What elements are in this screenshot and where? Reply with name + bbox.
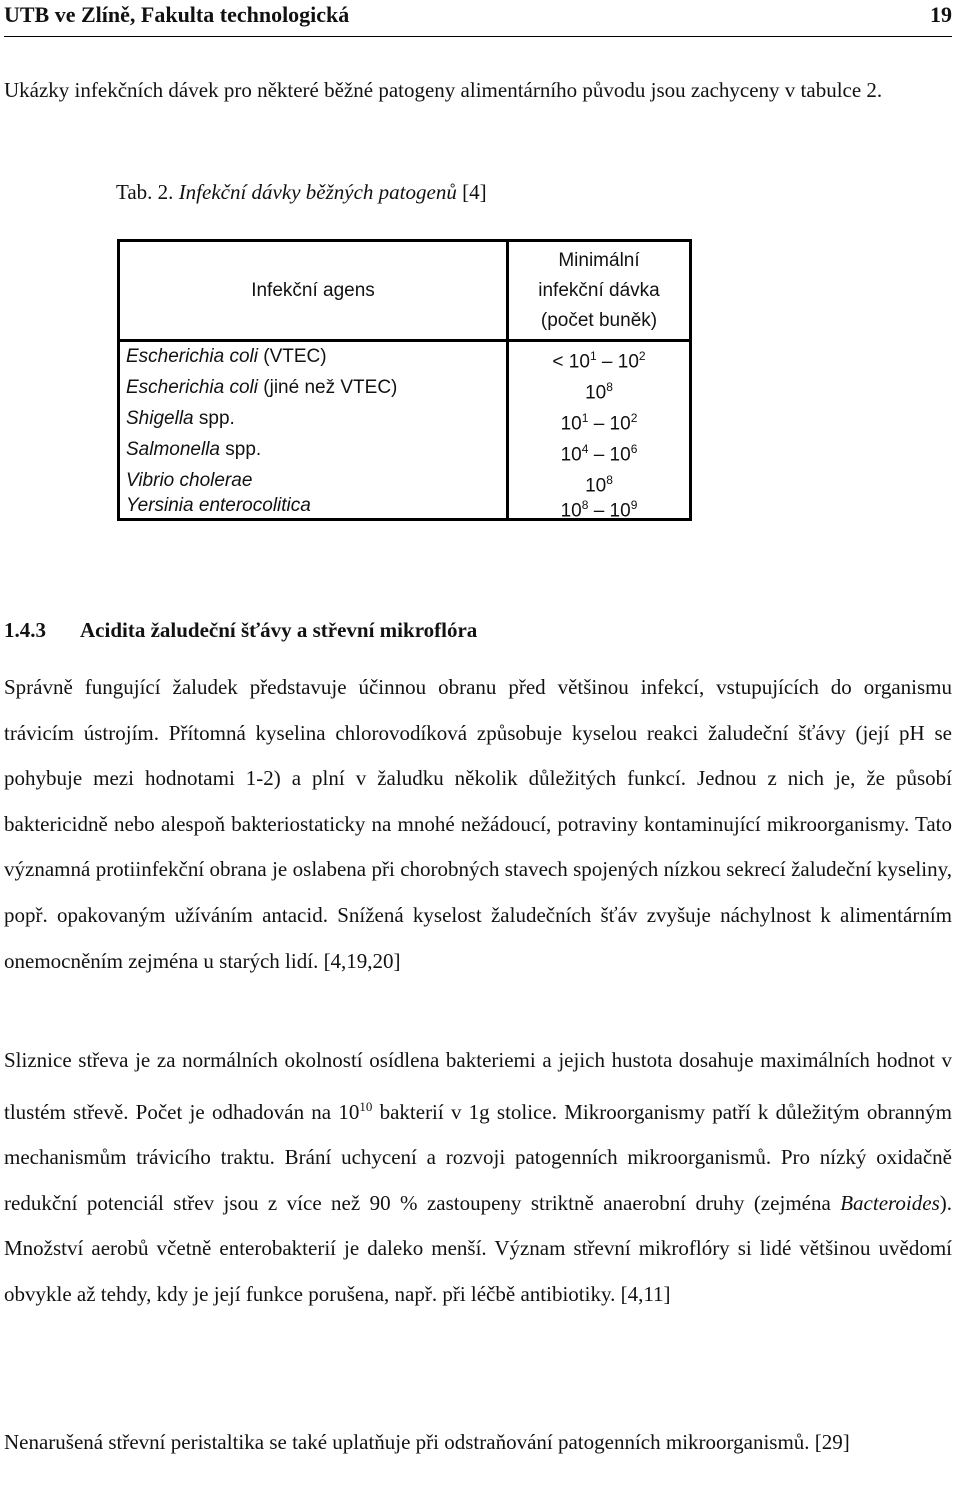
agent-name: Vibrio cholerae — [126, 470, 253, 491]
paragraph-gastric-acidity: Správně fungující žaludek představuje účinnou obranu před většinou infekcí, vstupujících do organismu trávicím ústrojím. Přítomná kyselina chlorovodíková způsobuje kyselou reakci žaludeční šťávy (její pH se pohybuje mezi hodnotami 1-2) a plní v žaludku několik důležitých funkcí. Jednou z nich je, že působí baktericidně nebo alespoň bakteriostaticky na mnohé nežádoucí, potraviny kontaminující mikroorganismy. Tato významná protiinfekční obrana je oslabena při chorobných stavech spojených nízkou sekrecí žaludeční kyseliny, popř. opakovaným užíváním antacid. Snížená kyselost žaludečních šťáv zvyšuje náchylnost k alimentárním onemocněním zejména u starých lidí. [4,19,20] — [4, 675, 952, 973]
dose-base: < 10 — [552, 351, 590, 373]
dose-base: 10 — [560, 444, 582, 466]
table-row — [120, 403, 689, 434]
agent-note: spp. — [225, 439, 262, 460]
section-heading — [4, 612, 477, 648]
agent-cell — [126, 372, 397, 403]
exponent: 10 — [359, 1098, 373, 1114]
dose-exponent: 8 — [606, 473, 613, 487]
header-institution: UTB ve Zlíně, Fakulta technologická — [4, 2, 350, 27]
header-dose — [509, 242, 689, 339]
caption-reference: [4] — [462, 180, 487, 204]
paragraph-intestinal-microflora — [4, 1038, 952, 1318]
dose-range: – 10 — [596, 351, 639, 373]
agent-cell — [126, 403, 235, 434]
dose-base: 10 — [560, 500, 582, 522]
dose-exponent: 8 — [606, 380, 613, 394]
dose-base: 10 — [585, 475, 607, 497]
section-number: 1.4.3 — [4, 618, 46, 642]
agent-name: Yersinia enterocolitica — [126, 495, 311, 516]
genus-name: Bacteroides — [840, 1190, 940, 1215]
caption-title: Infekční dávky běžných patogenů — [178, 180, 457, 204]
header-dose-line-1: Minimální — [558, 249, 640, 271]
agent-note: (jiné než VTEC) — [263, 377, 398, 398]
agent-note: spp. — [198, 408, 235, 429]
dose-exponent: 9 — [630, 498, 638, 512]
paragraph-text: ). Množství aerobů včetně enterobakterií je daleko menší. Význam střevní mikroflóry si lidé většinou uvědomí obvykle až tehdy, kdy je její funkce porušena, např. při léčbě antibiotiky. [4,11] — [4, 1190, 952, 1306]
agent-name: Escherichia coli — [126, 346, 258, 367]
table-row — [120, 341, 689, 372]
agent-cell — [126, 434, 261, 465]
header-dose-line-3: (počet buněk) — [540, 309, 658, 331]
intro-paragraph: Ukázky infekčních dávek pro některé běžné patogeny alimentárního původu jsou zachyceny v tabulce 2. — [4, 78, 883, 102]
header-agent: Infekční agens — [251, 279, 375, 301]
paragraph-text: bakterií v 1g stolice. Mikroorganismy patří k důležitým obranným mechanismům trávicího traktu. Brání uchycení a rozvoji patogenních mikroorganismů. Pro nízký oxidačně redukční potenciál střev jsou z více než 90 % zastoupeny striktně anaerobní druhy (zejména — [4, 1099, 952, 1215]
agent-name: Salmonella — [126, 439, 220, 460]
table-row — [120, 490, 689, 521]
dose-exponent: 8 — [581, 498, 589, 512]
caption-label: Tab. 2. — [116, 180, 174, 204]
dose-exponent: 6 — [630, 442, 638, 456]
agent-name: Escherichia coli — [126, 377, 258, 398]
dose-range: – 10 — [588, 444, 631, 466]
agent-name: Shigella — [126, 408, 194, 429]
dose-cell — [509, 490, 689, 526]
dose-exponent: 1 — [581, 411, 589, 425]
dose-base: 10 — [585, 382, 607, 404]
agent-cell — [126, 490, 311, 521]
pathogen-table — [117, 239, 692, 521]
dose-range: – 10 — [588, 500, 631, 522]
dose-exponent: 1 — [589, 349, 597, 363]
agent-note: (VTEC) — [263, 346, 327, 367]
table-caption — [116, 174, 487, 210]
section-title: Acidita žaludeční šťávy a střevní mikroflóra — [80, 618, 478, 642]
page-header — [4, 0, 952, 37]
table-row — [120, 372, 689, 403]
dose-exponent: 2 — [638, 349, 646, 363]
dose-base: 10 — [560, 413, 582, 435]
dose-exponent: 4 — [581, 442, 589, 456]
dose-range: – 10 — [588, 413, 631, 435]
dose-exponent: 2 — [630, 411, 638, 425]
header-dose-line-2: infekční dávka — [538, 279, 660, 301]
paragraph-peristalsis: Nenarušená střevní peristaltika se také uplatňuje při odstraňování patogenních mikroorganismů. [29] — [4, 1430, 850, 1454]
page-number: 19 — [930, 2, 952, 27]
table-row — [120, 434, 689, 465]
agent-cell — [126, 341, 327, 372]
paragraph-text: Sliznice střeva je za normálních okolností osídlena bakteriemi a jejich hustota dosahuje maximálních hodnot v tlustém střevě. Počet je odhadován na 10 — [4, 1048, 952, 1124]
